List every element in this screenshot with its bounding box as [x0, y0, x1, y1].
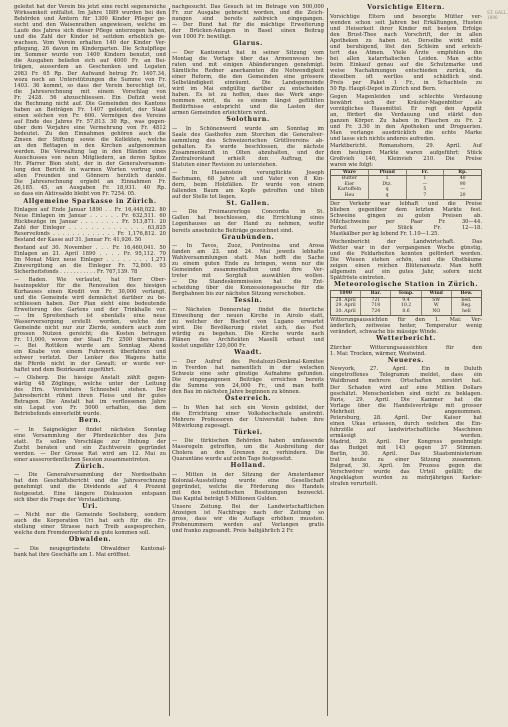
text-line: scheidung über die Konzessionsgesuche für die: [172, 285, 324, 292]
text-line: stellung einer Strasse nach Treib ausgesprochen,: [14, 524, 166, 531]
section-heading: Graubünden.: [221, 233, 275, 241]
text-line: einen solchen von Fr. 600. Vermögen des Vereins: [14, 112, 166, 119]
section-heading: Neueres.: [387, 356, 425, 364]
table-cell: 20: [459, 193, 466, 199]
text-line: Wetter war in der vergangenen Woche günstig,: [330, 244, 482, 251]
table-cell: Eier: [331, 182, 369, 188]
section-heading: Uri.: [82, 502, 98, 510]
text-line: Erweiterung des Gartens und der Trinkhalle vor.: [14, 306, 166, 313]
text-line: dem heutigen Markte waren aufgeführt: Stück: [330, 149, 482, 156]
margin-note-line: 1890: [487, 15, 498, 20]
text-line: trat heute zu einer Sitzung zusammen.: [330, 457, 482, 464]
text-line: — Nächsten Donnerstag findet die feierliche: [172, 306, 324, 313]
text-line: würdig zu begehen. Die Kirche wurde nach: [172, 331, 324, 338]
table-cell: 8.6: [391, 309, 421, 315]
text-line: Betriebsfonds einverleibt wurde.: [14, 411, 102, 418]
text-line: zeigen einen reichen Blütenansatz. Man hofft: [330, 263, 482, 270]
text-line: des Hrn. Vorstehers Schneebeli stehen. Der: [14, 386, 166, 393]
text-line: einer ausserordentlichen Session zusammentreten.: [14, 456, 151, 463]
text-line: zu welcher der Bischof von Lugano erwartet: [172, 319, 324, 326]
text-line: 2983 Fr. 65 Rp. Der Aufwand betrug Fr. 1407.34,: [14, 70, 166, 77]
text-line: eine Versammlung der Pferdezüchter des Jura: [14, 432, 166, 439]
table-cell: 7: [407, 193, 445, 199]
text-line: 1403. 36 kommt, so dass der Verein berechtigt ist,: [14, 82, 166, 89]
text-line: 1. Mai: Trocken, wärmer, Westwind.: [330, 350, 426, 357]
margin-note: [487, 10, 508, 20]
text-line: statt. Es sollen Vorschläge zur Hebung der: [14, 438, 166, 445]
text-line: Neue Einlagen im Januar . . . . . . Fr. 632,511. 60: [14, 213, 166, 220]
table-cell: 1890: [331, 291, 361, 297]
text-line: Mitwirkung zugesagt.: [172, 422, 231, 429]
table-cell: q: [369, 193, 407, 199]
table-cell: bed.: [461, 297, 472, 303]
text-line: armen Gemeinden erleichtern wird.: [172, 110, 268, 117]
text-line: Die Wiesen stehen schön, und die Obstbäume: [330, 257, 482, 264]
table-cell: Fr.: [407, 170, 445, 176]
text-line: Gegen Magenleiden und schlechte Verdauung: [330, 93, 482, 100]
table-cell: —: [407, 182, 445, 188]
table-cell: 9.4: [391, 298, 421, 304]
text-line: Fr. zur Ausgabe gebracht worden, und die Zeich-: [172, 10, 324, 17]
text-line: Wahlversammlungen statt. Man hofft die Sache: [172, 255, 324, 262]
text-line: verändert, schwache bis mässige Winde.: [330, 329, 438, 336]
text-line: Bedürfnisse entspricht und die Lasten der: [172, 104, 324, 111]
text-line: die Pferde nicht in der Gewalt; er wurde ver-: [14, 361, 166, 368]
text-line: — Mitten in der Sitzung der Amsterdamer: [172, 471, 324, 478]
text-line: Verschwörer wurde das Urteil gefällt; die: [330, 469, 482, 476]
text-line: wachsen. Vom Verein erhalten 140 der Kinder Ver-: [14, 40, 166, 47]
text-line: Preis per Paket 1 Fr., in Schachteln zu: [330, 80, 482, 87]
text-line: an, fördert die Verdauung und stärkt den: [330, 111, 482, 118]
text-line: und beruhigend, löst den Schleim und erleich-: [330, 43, 482, 50]
text-line: — Die Freimaurerloge Concordia in St.: [172, 209, 324, 216]
table-cell: Rp.: [458, 169, 467, 175]
text-line: haben an Beiträgen Fr. 1407 geleistet, der Staat: [14, 106, 166, 113]
text-line: wird im Mai endgültig darüber zu entscheiden: [172, 86, 324, 93]
text-line: — In Saignelégier findet nächsten Sonntag: [14, 426, 166, 433]
column-1: [14, 4, 166, 720]
data-table: [330, 169, 482, 200]
text-line: Angeklagten wurden zu mehrjährigen Kerker-: [330, 475, 482, 482]
text-line: Wirksamkeit entfaltet. Im Jahre 1889 wurden bei den: [14, 10, 166, 17]
text-line: — Die neugegründete Obwaldner Kantonal-: [14, 545, 166, 552]
text-line: mit den ostindischen Besitzungen bezweckt.: [172, 490, 324, 497]
text-line: — Nicht nur die Gemeinde Seelisberg, sondern: [14, 512, 166, 519]
text-line: Hr. Pfarrer Bion steht, der in der Generalversamm-: [14, 161, 166, 168]
text-line: Ausschusses von neun Mitgliedern, an deren Spitze: [14, 155, 166, 162]
section-heading: Glarus.: [233, 40, 263, 48]
text-line: geschätzt. Menschenleben sind nicht zu beklagen.: [330, 390, 482, 397]
section-heading: Meteorologische Station in Zürich.: [333, 281, 478, 289]
text-line: werden. Die Verwaltung lag in den Händen eines: [14, 149, 166, 156]
text-line: Bachmann, 68 Jahre alt und Vater von 8 Kin-: [172, 175, 324, 182]
table-row: [331, 309, 481, 315]
table-cell: —: [460, 187, 465, 193]
text-line: allen Freunden und Gönnern herzlich dankte.: [14, 173, 166, 180]
text-line: Plänen des Architekten Maselli erbaut und: [172, 337, 324, 344]
text-line: tert das Atmen. Viele Ärzte empfehlen ihn: [330, 49, 482, 56]
text-line: und Heiserkeit ihrer Kinder mit bestem Erfolge: [330, 25, 482, 32]
text-line: genehmigt und die Dividende auf 4 Prozent: [14, 484, 166, 491]
text-line: über dem Vorjahre eine Vermehrung von Fr. 4812: [14, 124, 166, 131]
text-line: Zürcher Witterungsaussichten für den: [330, 344, 482, 351]
text-line: einer Reform, die den Gemeinden eine grössere: [172, 73, 324, 80]
section-heading: Holland.: [230, 462, 266, 470]
text-line: Madrid, 29. April. Der Kongress genehmigte: [330, 438, 482, 445]
text-line: von 1000 Fr. bewilligt.: [172, 34, 232, 41]
text-line: Unsere Zeitung. Bei der Landwirtschaftlichen: [172, 503, 324, 510]
section-heading: Solothurn.: [226, 116, 270, 124]
text-line: Das Kapital beträgt 5 Millionen Gulden.: [172, 496, 278, 503]
table-cell: 30. April: [331, 309, 361, 315]
text-line: eingetroffenes Telegramm meldet, dass ein: [330, 372, 482, 379]
text-line: — Im Spreitenbach ist ebenfalls eine neue: [14, 312, 166, 319]
table-cell: 10.2: [391, 303, 421, 309]
text-line: strafen verurteilt.: [330, 481, 378, 488]
text-line: sammlung des Schweizerischen Grütlivereins ab-: [172, 137, 324, 144]
text-line: im Sommer wurde von 1400 Kindern benutzt, und: [14, 52, 166, 59]
column-3: [330, 4, 482, 720]
section-heading: Zürich.: [75, 462, 105, 470]
text-line: schliessen haben. Der Plan sieht eine bedeutende: [14, 300, 166, 307]
table-cell: 29. April: [331, 303, 361, 309]
text-line: bereits ansehnliche Beiträge gezeichnet sind.: [172, 227, 294, 234]
text-line: pflegung, 26 davon im Kindergarten. Die Schulpflege: [14, 46, 166, 53]
text-line: 26,185. 45, an Ausgaben Fr. 18,931. 40 Rp.: [14, 185, 166, 192]
text-line: auf der Stelle tot liegen.: [172, 193, 237, 200]
text-line: waren wie folgt:: [330, 161, 374, 168]
text-line: Anzeigen ist Nachfrage nach der Zeitung so: [172, 509, 324, 516]
table-cell: 1: [407, 176, 445, 182]
text-line: treter mit Sorgfalt auswählen wollen.: [172, 273, 324, 280]
text-line: ermässigt werden.: [330, 432, 482, 439]
text-line: Logenhauses an der Hand zu nehmen, wofür: [172, 221, 324, 228]
table-cell: q: [369, 187, 407, 193]
text-line: fallenden Baum am Kopfe getroffen und blieb: [172, 187, 324, 194]
text-line: Laufe des Jahres sich dieser Pflege unterzogen haben,: [14, 28, 166, 35]
text-line: und die Zahl der Kinder ist seitdem erheblich ge-: [14, 34, 166, 41]
text-line: Statuten einer Revision zu unterziehen.: [172, 162, 278, 169]
text-line: Einlagen auf Ende Januar 1890 . . Fr. 16,448,022. 80: [14, 207, 166, 213]
text-line: in Yverdon hat namentlich in der welschen: [172, 364, 324, 371]
text-line: grossen Nutzen gereicht; die Kosten betrugen: [14, 330, 166, 337]
text-line: Gemeinde nicht nur zur Zierde, sondern auch zum: [14, 324, 166, 331]
text-line: den Brust-Thee nach Vorschrift, der in allen: [330, 31, 482, 38]
text-line: Fr. 11,000, wovon der Staat Fr. 2500 übernahm.: [14, 336, 166, 343]
text-line: bauinspektor für die Renovation des hiesigen: [14, 282, 166, 289]
text-line: sich über die Frage der Verstaatlichung.: [14, 496, 122, 503]
text-line: an den Bettagen in den Kirchen aufgenommen: [14, 143, 166, 150]
text-line: Apotheken zu haben ist. Derselbe wirkt mild: [330, 37, 482, 44]
text-line: Zahl der Einleger . . . . . . . . . . . . . . 63,825: [14, 225, 166, 232]
text-line: werden. — Der Grosse Rat wird am 12. Mai zu: [14, 450, 166, 457]
newspaper-page: [14, 4, 482, 720]
text-line: Zinsvergütung an die Einleger Fr. 72,800. 93: [14, 262, 166, 269]
table-cell: 90: [459, 181, 466, 187]
text-line: Jahresbericht rühmt ihren Fleiss und ihr gutes: [14, 392, 166, 399]
text-line: wird. Die Bevölkerung rüstet sich, das Fest: [172, 325, 324, 332]
table-cell: Kartoffeln: [331, 187, 369, 193]
column-rule: [169, 8, 170, 716]
text-line: Massregeln getroffen, um die Ausbreitung der: [172, 444, 324, 451]
text-line: gehalten. Es wurde beschlossen, die nächste: [172, 143, 324, 150]
text-line: beim Einkauf genau auf die Schutzmarke und: [330, 61, 482, 68]
text-line: — Die Generalversammlung der Nordostbahn: [14, 472, 166, 479]
table-cell: SW: [422, 298, 452, 304]
text-line: welche dem Fremdenverkehr zu gute kommen soll.: [14, 530, 151, 537]
text-line: und franko zugesandt. Preis halbjährlich 2 Fr.: [172, 527, 294, 534]
text-line: bei allen katarrhalischen Leiden. Man achte: [330, 55, 482, 62]
text-line: fanden am 23. und 24. Mai jeweils lebhafte: [172, 249, 324, 256]
text-line: zu einem guten Ende zu bringen, wenn nur die: [172, 261, 324, 268]
text-line: Saale des Gasthofes zum Storchen die Generalver-: [172, 131, 324, 138]
text-line: Ferkel per Stück Fr. 12—18.: [330, 225, 482, 232]
text-line: Petersburg, 28. April. Der Kaiser hat: [330, 414, 482, 421]
text-line: die Jahresrechnung mit einem Vorschlag von: [14, 88, 166, 95]
text-line: — Bei Rottikon wurde am Sonntag Abend: [14, 343, 166, 350]
text-line: Fr. 2428. 56 abzuschliessen. Ein Defizit weist: [14, 94, 166, 101]
text-line: Der Schaden wird auf eine Million Dollars: [330, 384, 482, 391]
text-line: wärtig 48 Zöglinge, welche unter der Leitung: [14, 380, 166, 387]
text-line: Zusammenkunft in Olten abzuhalten, und der: [172, 149, 324, 156]
text-line: Selbständigkeit einräumt. Die Landsgemeinde: [172, 80, 324, 87]
table-cell: 5: [407, 187, 445, 193]
text-line: die Summe von 24,000 Fr., und man hofft: [172, 382, 324, 389]
text-line: Mehrheit angenommen.: [330, 408, 482, 415]
text-line: nungen sind bereits zahlreich eingegangen.: [172, 16, 324, 23]
table-cell: 718: [361, 303, 391, 309]
text-line: Im Monat März neue Einleger . . . . . . . . 1,271: [14, 256, 166, 263]
text-line: Reservefonds . . . . . . . . . . . . . Fr. 1,176,812. 20: [14, 231, 166, 238]
text-line: allgemein auf ein gutes Jahr, sofern nicht: [330, 269, 482, 276]
section-heading: Türkei.: [233, 428, 263, 436]
section-heading: Wetterbericht.: [376, 335, 436, 343]
text-line: 50 Rp. Haupt-Depot in Zürich und Bern.: [330, 86, 437, 93]
text-line: Gallen hat beschlossen, die Errichtung eines: [172, 215, 324, 222]
text-line: — In Schönenwerd wurde am Sonntag im: [172, 125, 324, 132]
text-line: haben. Es ist zu hoffen, dass das Werk ange-: [172, 92, 324, 99]
table-cell: 724: [361, 309, 391, 315]
text-line: Zentralvorstand erhielt den Auftrag, die: [172, 156, 324, 163]
text-line: auf Ende des Jahres Fr. 57,813. 30 Rp., was gegen-: [14, 118, 166, 125]
table-cell: 40: [459, 176, 466, 182]
table-cell: NO: [422, 309, 452, 315]
text-line: Vorsichtige Eltern und besorgte Mütter ver-: [330, 13, 482, 20]
table-header-row: [331, 291, 481, 298]
text-line: — Der Aufruf des Pestalozzi-Denkmal-Komitee: [172, 358, 324, 365]
text-line: und lasse sich nichts anderes aufreden.: [330, 135, 436, 142]
text-line: dieselben oft wertlos und schädlich sind.: [330, 73, 482, 80]
text-line: wozu noch an Unterstützungen die Summe von Fr.: [14, 76, 166, 83]
text-line: fuhrzölle auf landwirtschaftliche Maschinen: [330, 426, 482, 433]
text-line: Behörden und Ämtern für 1300 Kinder Pfleger ge-: [14, 16, 166, 23]
text-line: Vorlage über die Handelsverträge mit grosser: [330, 402, 482, 409]
text-line: Einlagen an 21. April 1890 . . . . Fr. 95,112. 70: [14, 250, 166, 257]
text-line: Sicherheitsfonds . . . . . . . . . . . Fr. 767,139. 78: [14, 268, 138, 275]
margin-note-line: ST. GALL.: [487, 10, 508, 15]
table-cell: W: [422, 303, 452, 309]
text-line: das Budget mit 143 gegen 37 Stimmen.: [330, 444, 482, 451]
table-cell: 28. April: [331, 298, 361, 304]
text-line: Mehrere Professoren der Universität haben ihre: [172, 416, 324, 423]
text-line: und die Gemeinde wird demnächst darüber zu be-: [14, 294, 166, 301]
text-line: Die eingegangenen Beiträge erreichen bereits: [172, 376, 324, 383]
section-heading: Tessin.: [233, 297, 263, 305]
text-line: haftet und dem Bezirksamt zugeführt.: [14, 367, 116, 374]
text-line: auch die Korporation Uri hat sich für die Er-: [14, 518, 166, 525]
text-line: hat den Geschäftsbericht und die Jahresrechnung: [14, 478, 166, 485]
text-line: Newyork, 27. April. Ein in Duluth: [330, 366, 482, 373]
text-line: Belgrad, 30. April. Im Prozess gegen die: [330, 463, 482, 470]
text-line: Kolonial-Ausstellung wurde eine Gesellschaft: [172, 478, 324, 484]
text-line: und die Feldarbeiten konnten gefördert werden.: [330, 251, 482, 258]
text-line: Großvieh 146, Kleinvieh 210. Die Preise: [330, 155, 482, 162]
text-line: — Der Bund hat für die mächtige Erweiterung: [172, 22, 324, 29]
text-line: die Ausgaben beliefen sich auf 4000 Fr. an Bei-: [14, 58, 166, 65]
text-line: Milchschweine per Paar Fr. 30—44.: [330, 219, 482, 226]
text-line: — Baden. Wie verlautet, hat Herr Ober-: [14, 276, 166, 283]
text-line: Zucht beraten und ein Zuchtverein gegründet: [14, 444, 166, 451]
text-line: festgesetzt. Eine längere Diskussion entspann: [14, 490, 166, 497]
text-line: gross, dass wir die Auflage erhöhen mussten.: [172, 515, 324, 522]
text-line: Gemeinden zusammenhalten und ihre Ver-: [172, 267, 324, 274]
table-cell: Butter: [331, 176, 369, 182]
text-line: dern, beim Holzfällen. Er wurde von einem: [172, 181, 324, 188]
text-line: der Brücken-Anlagen in Basel einen Beitrag: [172, 28, 324, 35]
text-line: Berlin, 30. April. Das Staatsministerium: [330, 451, 482, 458]
table-cell: Wind: [422, 291, 452, 297]
text-line: Probenummern werden auf Verlangen gratis: [172, 521, 324, 528]
text-line: Waldbrand mehrere Ortschaften zerstört hat.: [330, 378, 482, 385]
section-heading: Bern.: [78, 417, 102, 425]
text-line: Betragen. Die Anstalt hat im verflossenen Jahre: [14, 398, 166, 405]
text-line: — Die türkischen Behörden haben umfassende: [172, 438, 324, 445]
text-line: Der Verkehr war lebhaft und die Preise: [330, 201, 482, 208]
section-heading: Allgemeine Sparkasse in Zürich.: [23, 197, 157, 205]
text-line: Schweiz eine sehr günstige Aufnahme gefunden.: [172, 370, 324, 377]
text-line: einen Ukas erlassen, durch welchen die Ein-: [330, 420, 482, 427]
column-2: [172, 4, 324, 720]
text-line: gegründet, welche die Förderung des Handels: [172, 484, 324, 491]
text-line: sucht und den Waisenrathen angewiesen, welche im: [14, 22, 166, 29]
text-line: Zinsen der Stiftung sowie die Kollekten, welche: [14, 137, 166, 144]
text-line: Cholera an den Grenzen zu verhindern. Die: [172, 450, 324, 457]
text-line: weise Nachahmungen entschieden zurück, da: [330, 67, 482, 74]
text-line: Schweine gingen zu guten Preisen ab.: [330, 213, 482, 220]
text-line: Einweihung der neuen Kirche in Airolo statt,: [172, 313, 324, 320]
text-line: änderlich, zeitweise heiter, Temperatur wenig: [330, 323, 482, 330]
column-rule: [327, 8, 328, 716]
text-line: Montag die Vorlage über das Armenwesen be-: [172, 55, 324, 62]
text-line: den Bau im nächsten Jahre beginnen zu können.: [172, 389, 301, 396]
data-table: [330, 290, 482, 315]
text-line: Quarantäne wurde auf zehn Tage festgesetzt.: [172, 456, 293, 463]
text-line: blieben gegenüber dem letzten Markte fest.: [330, 207, 482, 214]
text-line: — Der Kantonsrat hat in seiner Sitzung vom: [172, 49, 324, 56]
text-line: Paris, 29. April. Die Kammer hat die: [330, 396, 482, 403]
text-line: lung den Bericht in warmen Worten vortrug und: [14, 167, 166, 174]
text-line: Witterungsaussichten für den 1. Mai: Ver-: [330, 317, 482, 324]
text-line: — In Tavos, Zuoz, Pontresina und Arosa: [172, 243, 324, 250]
table-cell: Ware: [331, 170, 369, 176]
text-line: und Fr. 3.50 in den Apotheken und Droguerien.: [330, 123, 482, 130]
text-line: bewährt sich der Kräuter-Magenbitter als: [330, 99, 482, 106]
text-line: — Olsberg. Die hiesige Anstalt zählt gegen-: [14, 374, 166, 381]
section-heading: Obwalden.: [68, 536, 112, 544]
table-cell: Bew.: [460, 291, 473, 297]
table-cell: Heu: [331, 193, 369, 199]
text-line: Bestand auf 30. November . . . Fr. 16,460,041. 50: [14, 244, 166, 251]
text-line: nachgesucht. Das Gesuch ist im Betrage von 500,000: [172, 4, 324, 10]
text-line: Bergbahnen bis zur nächsten Sitzung verschoben.: [172, 291, 306, 298]
text-line: wenden schon seit Jahren bei Erkältungen, Husten: [330, 19, 482, 26]
text-line: Die Jahresrechnung ergiebt an Einnahmen Fr.: [14, 179, 166, 186]
table-cell: Temp.: [391, 291, 421, 297]
text-line: Wochenbericht der Landwirtschaft. Das: [330, 238, 482, 245]
text-line: schwer verletzt. Der Lenker des Wagens hatte: [14, 355, 166, 362]
table-cell: hell: [462, 309, 471, 315]
text-line: vorzügliches Hausmittel. Er regt den Appetit: [330, 105, 482, 112]
table-cell: Reg.: [461, 303, 472, 309]
text-line: kostet ungefähr 120,000 Fr.: [172, 343, 247, 350]
section-heading: St. Gallen.: [226, 199, 270, 207]
table-cell: 1: [369, 176, 407, 182]
text-line: so dass ein Aktivsaldo bleibt von Fr. 7254. 05.: [14, 191, 136, 198]
text-line: — Die Standeskommission hat die Ent-: [172, 279, 324, 286]
text-line: Spätfröste eintreten.: [330, 275, 386, 282]
section-heading: Vorsichtige Eltern.: [367, 4, 445, 11]
text-line: Rückbezüge im Januar . . . . . . . . Fr. 513,871. 20: [14, 219, 166, 226]
table-row: [331, 193, 481, 199]
table-cell: Dtz.: [369, 182, 407, 188]
text-line: bank hat ihre Geschäfte am 1. Mai eröffnet.: [14, 551, 131, 558]
text-line: ein Knabe von einem Fuhrwerk überfahren und: [14, 349, 166, 356]
table-cell: Pfund: [369, 170, 407, 176]
text-line: Kurhauses einen Kredit von Fr. 30,000 verlangt,: [14, 288, 166, 295]
text-line: trägen, ausserdem an Geschenken und Legaten: [14, 64, 166, 71]
text-line: bedeutet. Zu den Einnahmen gehören auch die: [14, 130, 166, 137]
text-line: Bestand der Kasse auf 31. Januar Fr. 41,926. 50: [14, 237, 142, 244]
text-line: die Errichtung einer Volkshochschule anstrebt.: [172, 410, 324, 417]
text-line: Marktbericht. Romanshorn, 29. April. Auf: [330, 143, 482, 150]
text-line: Mastkälber per kg lebend Fr. 1.10—1.25.: [330, 231, 440, 238]
table-cell: Bar.: [361, 291, 391, 297]
text-line: — In Hauenstein verunglückte Joseph: [172, 169, 324, 176]
text-line: Sämtliche Redner anerkannten die Notwendigkeit: [172, 67, 324, 74]
text-line: — In Wien hat sich ein Verein gebildet, der: [172, 404, 324, 411]
section-heading: Waadt.: [234, 349, 262, 357]
text-line: ganzen Körper. Zu haben in Flaschen zu Fr. 2: [330, 117, 482, 124]
table-cell: 721: [361, 298, 391, 304]
text-line: geleitet hat der Verein bis jetzt eine recht segensreiche: [14, 4, 166, 10]
text-line: nommen wird, da es einem längst gefühlten: [172, 98, 324, 105]
text-line: Man verlange ausdrücklich die echte Marke: [330, 129, 482, 136]
text-line: die Rechnung nicht auf. Die Gemeinden des Kantons: [14, 100, 166, 107]
text-line: raten und mit einigen Abänderungen genehmigt.: [172, 61, 324, 68]
text-line: ein Legat von Fr. 5000 erhalten, das dem: [14, 405, 166, 411]
text-line: Wasserversorgung erstellt worden, welche der: [14, 318, 166, 325]
section-heading: Österreich.: [224, 395, 272, 403]
